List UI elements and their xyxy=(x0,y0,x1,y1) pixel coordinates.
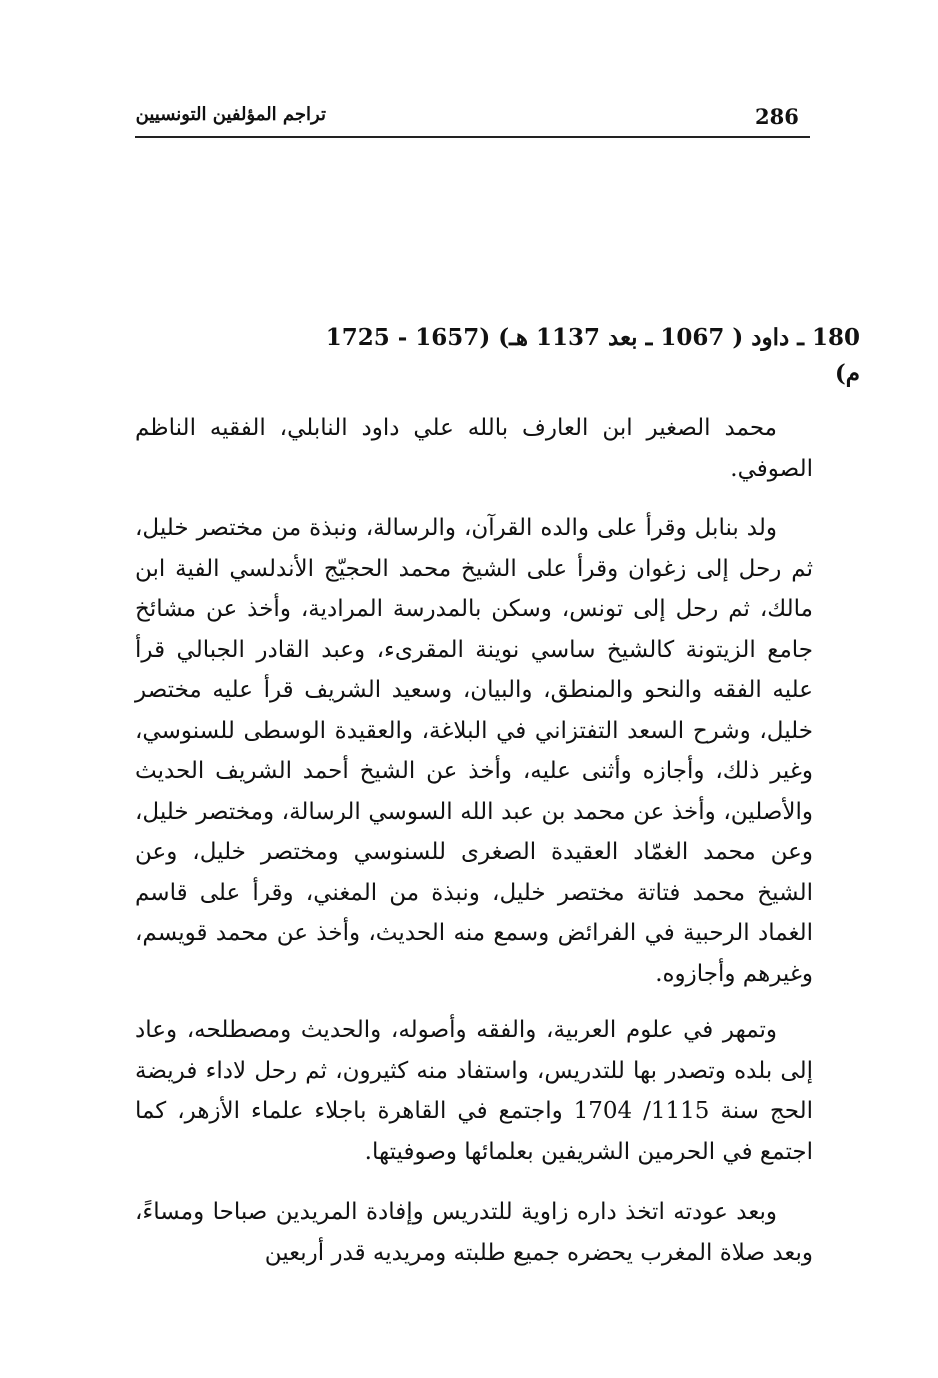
entry-heading: 180 ـ داود ( 1067 ـ بعد 1137 هـ) (1657 - 1725 م) xyxy=(325,324,860,387)
paragraph-text: محمد الصغير ابن العارف بالله علي داود النابلي، الفقيه الناظم الصوفي. xyxy=(135,415,813,482)
running-title: تراجم المؤلفين التونسيين xyxy=(135,104,326,125)
page-header xyxy=(135,100,810,138)
paragraph-education xyxy=(135,508,813,994)
paragraph-career xyxy=(135,1010,813,1172)
paragraph-text: وتمهر في علوم العربية، والفقه وأصوله، والحديث ومصطلحه، وعاد إلى بلده وتصدر بها للتدريس، واستفاد منه كثيرون، ثم رحل لاداء فريضة الحج سنة 1115/ 1704 واجتمع في القاهرة باجلاء علماء الأزهر، كما اجتمع في الحرمين الشريفين بعلمائها وصوفيتها. xyxy=(135,1017,813,1165)
paragraph-text: ولد بنابل وقرأ على والده القرآن، والرسالة، ونبذة من مختصر خليل، ثم رحل إلى زغوان وقرأ على الشيخ محمد الحجيّج الأندلسي الفية ابن مالك، ثم رحل إلى تونس، وسكن بالمدرسة المرادية، وأخذ عن مشائخ جامع الزيتونة كالشيخ ساسي نوينة المقرىء، وعبد القادر الجبالي قرأ عليه الفقه والنحو والمنطق، والبيان، وسعيد الشريف قرأ عليه مختصر خليل، وشرح السعد التفتزاني في البلاغة، والعقيدة الوسطى للسنوسي، وغير ذلك، وأجازه وأثنى عليه، وأخذ عن الشيخ أحمد الشريف الحديث والأصلين، وأخذ عن محمد بن عبد الله السوسي الرسالة، ومختصر خليل، وعن محمد الغمّاد العقيدة الصغرى للسنوسي ومختصر خليل، وعن الشيخ محمد فتاتة مختصر خليل، ونبذة من المغني، وقرأ على قاسم الغماد الرحبية في الفرائض وسمع منه الحديث، وأخذ عن محمد قويسم، وغيرهم وأجازوه. xyxy=(135,515,813,987)
page-number: 286 xyxy=(755,104,799,129)
paragraph-intro xyxy=(135,408,813,489)
paragraph-text: وبعد عودته اتخذ داره زاوية للتدريس وإفادة المريدين صباحا ومساءً، وبعد صلاة المغرب يحضره جميع طلبته ومريديه قدر أربعين xyxy=(135,1199,813,1266)
paragraph-zawiya xyxy=(135,1192,813,1273)
